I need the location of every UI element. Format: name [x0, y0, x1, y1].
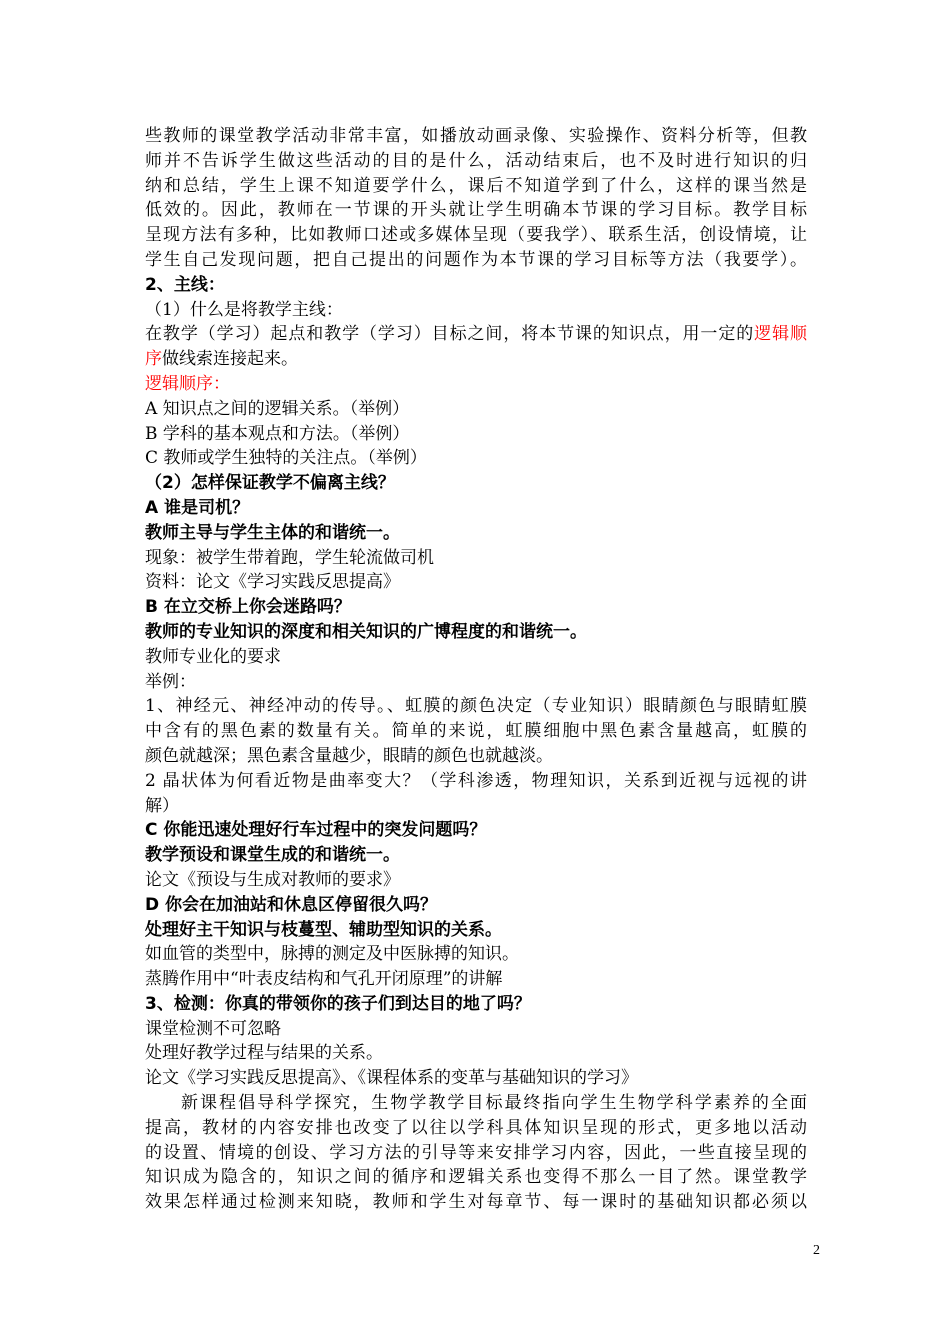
paragraph-line: 解） [145, 795, 179, 816]
text-line: 蒸腾作用中“叶表皮结构和气孔开闭原理”的讲解 [145, 969, 503, 990]
paragraph-line: 知识成为隐含的，知识之间的循序和逻辑关系也变得不那么一目了然。课堂教学 [145, 1167, 807, 1188]
definition-text: 在教学（学习）起点和教学（学习）目标之间，将本节课的知识点，用一定的 [145, 324, 755, 345]
point-summary: 教学预设和课堂生成的和谐统一。 [145, 845, 400, 866]
logic-item: B 学科的基本观点和方法。（举例） [145, 423, 410, 444]
paragraph-line: 新课程倡导科学探究，生物学教学目标最终指向学生生物学科学素养的全面 [181, 1093, 807, 1114]
paragraph-line: 低效的。因此，教师在一节课的开头就让学生明确本节课的学习目标。教学目标 [145, 200, 807, 221]
text-line: 举例： [145, 671, 196, 692]
section-heading: 3、检测：你真的带领你的孩子们到达目的地了吗？ [145, 993, 531, 1014]
text-line: 论文《预设与生成对教师的要求》 [145, 869, 400, 890]
highlight-term: 序 [145, 349, 162, 370]
page-number: 2 [813, 1243, 820, 1258]
logic-order-heading: 逻辑顺序： [145, 373, 230, 394]
paragraph-line: 纳和总结，学生上课不知道要学什么，课后不知道学到了什么，这样的课当然是 [145, 175, 807, 196]
paragraph-line: 的设置、情境的创设、学习方法的引导等来安排学习内容，因此，一些直接呈现的 [145, 1142, 807, 1163]
paragraph-line: 学生自己发现问题，把自己提出的问题作为本节课的学习目标等方法（我要学）。 [145, 249, 807, 270]
text-line: 如血管的类型中，脉搏的测定及中医脉搏的知识。 [145, 944, 519, 965]
subsection-question: （1）什么是将教学主线： [145, 299, 343, 320]
definition-line [145, 322, 807, 347]
point-title: C 你能迅速处理好行车过程中的突发问题吗？ [145, 820, 487, 841]
paragraph-line: 提高，教材的内容安排也改变了以往以学科具体知识呈现的形式，更多地以活动 [145, 1117, 807, 1138]
paragraph-line: 中含有的黑色素的数量有关。简单的来说，虹膜细胞中黑色素含量越高，虹膜的 [145, 721, 807, 742]
paragraph-line: 颜色就越深；黑色素含量越少，眼睛的颜色也就越淡。 [145, 745, 553, 766]
point-summary: 处理好主干知识与枝蔓型、辅助型知识的关系。 [145, 919, 502, 940]
text-line: 教师专业化的要求 [145, 646, 281, 667]
point-title: B 在立交桥上你会迷路吗？ [145, 597, 351, 618]
paragraph-line: 呈现方法有多种，比如教师口述或多媒体呈现（要我学）、联系生活，创设情境，让 [145, 225, 807, 246]
text-line: 课堂检测不可忽略 [145, 1018, 281, 1039]
text-line: 资料：论文《学习实践反思提高》 [145, 572, 400, 593]
paragraph-line: 2 晶状体为何看近物是曲率变大？（学科渗透，物理知识，关系到近视与远视的讲 [145, 770, 807, 791]
highlight-term: 逻辑顺 [754, 324, 808, 345]
logic-item: C 教师或学生独特的关注点。（举例） [145, 448, 427, 469]
text-line: 论文《学习实践反思提高》、《课程体系的变革与基础知识的学习》 [145, 1068, 638, 1089]
paragraph-line: 师并不告诉学生做这些活动的目的是什么，活动结束后，也不及时进行知识的归 [145, 150, 807, 171]
paragraph-line: 1、神经元、神经冲动的传导。、虹膜的颜色决定（专业知识）眼睛颜色与眼睛虹膜 [145, 696, 807, 717]
point-summary: 教师的专业知识的深度和相关知识的广博程度的和谐统一。 [145, 621, 587, 642]
subsection-question: （2）怎样保证教学不偏离主线？ [145, 473, 395, 494]
point-title: A 谁是司机？ [145, 497, 250, 518]
definition-text: 做线索连接起来。 [162, 349, 298, 370]
text-line: 处理好教学过程与结果的关系。 [145, 1043, 383, 1064]
definition-line [145, 347, 807, 372]
text-line: 现象：被学生带着跑，学生轮流做司机 [145, 547, 434, 568]
point-summary: 教师主导与学生主体的和谐统一。 [145, 522, 400, 543]
section-heading: 2、主线： [145, 274, 225, 295]
paragraph-line: 效果怎样通过检测来知晓，教师和学生对每章节、每一课时的基础知识都必须以 [145, 1192, 807, 1213]
point-title: D 你会在加油站和休息区停留很久吗？ [145, 894, 438, 915]
document-page [145, 124, 807, 1215]
paragraph-line: 些教师的课堂教学活动非常丰富，如播放动画录像、实验操作、资料分析等，但教 [145, 126, 807, 146]
logic-item: A 知识点之间的逻辑关系。（举例） [145, 398, 410, 419]
